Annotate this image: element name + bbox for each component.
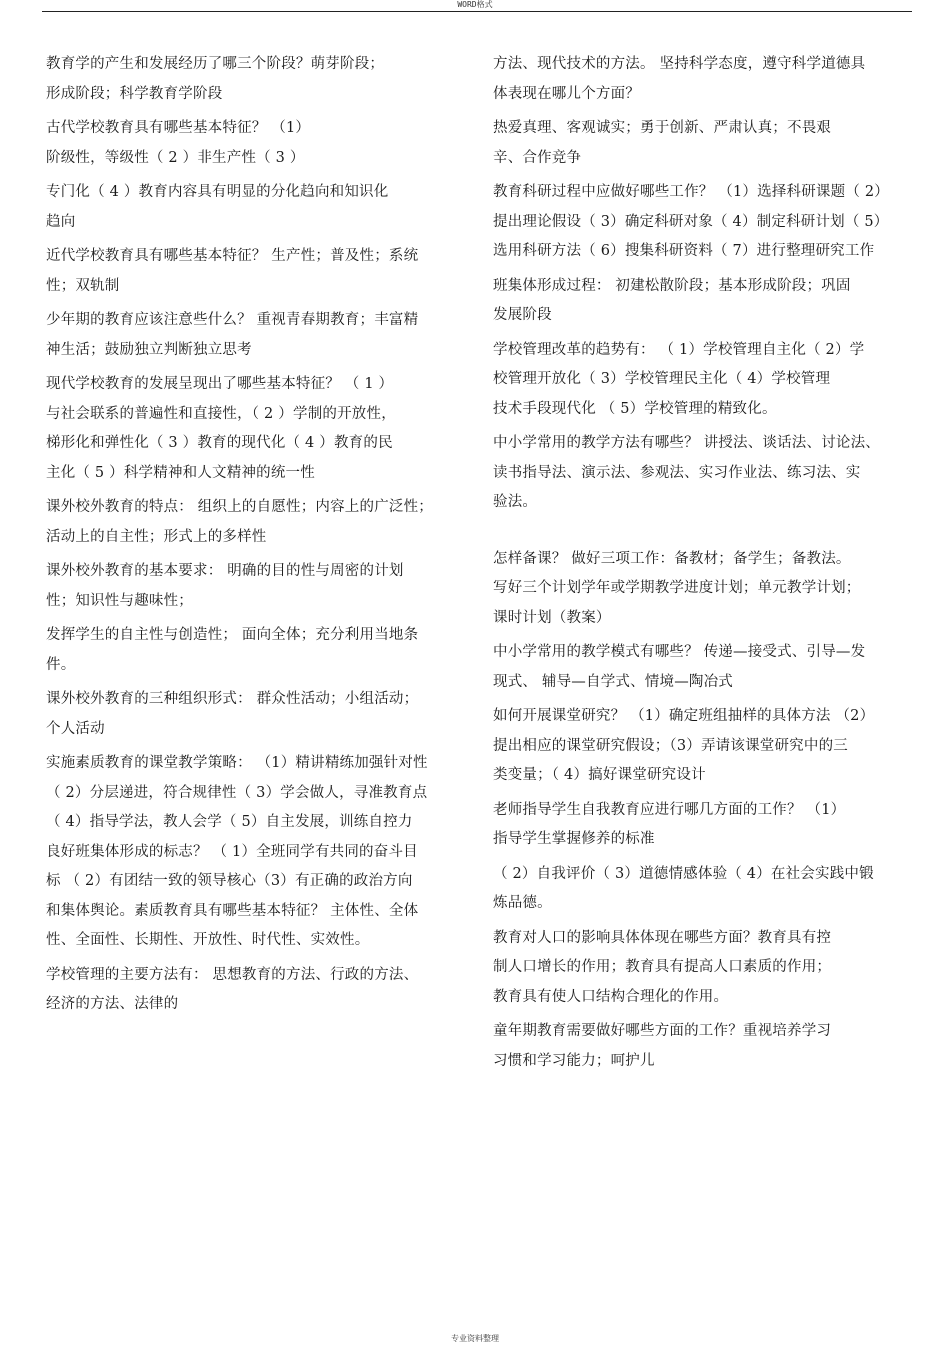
text-line: 阶级性，等级性（ 2 ）非生产性（ 3 ） — [46, 149, 305, 166]
qa-paragraph — [46, 306, 466, 365]
text-line: 形成阶段；科学教育学阶段 — [46, 85, 223, 102]
text-line: 标 （ 2）有团结一致的领导核心（3）有正确的政治方向 — [46, 873, 413, 889]
text-line: 提出相应的课堂研究假设；（3）弄请该课堂研究中的三 — [493, 737, 848, 754]
page-header-label: WORD格式 — [457, 0, 493, 9]
text-line: 性；双轨制 — [46, 277, 120, 294]
text-line: 热爱真理、客观诚实；勇于创新、严肃认真；不畏艰 — [493, 120, 832, 136]
qa-paragraph — [493, 429, 921, 518]
qa-paragraph — [493, 272, 921, 331]
qa-paragraph — [46, 242, 466, 301]
qa-paragraph — [46, 557, 466, 616]
text-line: 如何开展课堂研究？ （1）确定班组抽样的具体方法 （2） — [493, 708, 875, 724]
qa-paragraph — [46, 621, 466, 680]
text-line: 怎样备课？ 做好三项工作：备教材；备学生；备教法。 — [493, 550, 851, 567]
text-line: 方法、现代技术的方法。 坚持科学态度，遵守科学道德具 — [493, 56, 866, 72]
qa-paragraph — [46, 493, 466, 552]
text-line: 提出理论假设（ 3）确定科研对象（ 4）制定科研计划（ 5） — [493, 213, 889, 230]
qa-paragraph — [493, 860, 921, 919]
right-column — [493, 50, 921, 1081]
text-line: 选用科研方法（ 6）搜集科研资料（ 7）进行整理研究工作 — [493, 243, 875, 259]
qa-paragraph — [46, 685, 466, 744]
text-line: 教育对人口的影响具体体现在哪些方面？教育具有控 — [493, 929, 832, 946]
qa-paragraph — [493, 1017, 921, 1076]
text-line: 教育具有使人口结构合理化的作用。 — [493, 988, 729, 1005]
text-line: 经济的方法、法律的 — [46, 996, 179, 1012]
text-line: 教育学的产生和发展经历了哪三个阶段？萌芽阶段； — [46, 56, 385, 72]
text-line: 与社会联系的普遍性和直接性，（ 2 ）学制的开放性， — [46, 405, 396, 422]
qa-paragraph — [46, 370, 466, 488]
text-line: 校管理开放化（ 3）学校管理民主化（ 4）学校管理 — [493, 371, 831, 387]
qa-paragraph — [493, 638, 921, 697]
text-line: 中小学常用的教学方法有哪些？ 讲授法、谈话法、讨论法、 — [493, 435, 881, 451]
text-line: 童年期教育需要做好哪些方面的工作？重视培养学习 — [493, 1023, 832, 1039]
text-line: 体表现在哪儿个方面？ — [493, 85, 640, 102]
qa-paragraph — [46, 114, 466, 173]
text-line: 少年期的教育应该注意些什么？ 重视青春期教育；丰富精 — [46, 312, 419, 328]
text-line: 学校管理改革的趋势有： （ 1）学校管理自主化（ 2）学 — [493, 341, 865, 358]
text-line: 制人口增长的作用；教育具有提高人口素质的作用； — [493, 959, 832, 975]
text-line: 指导学生掌握修养的标准 — [493, 831, 655, 847]
text-line: 课外校外教育的基本要求： 明确的目的性与周密的计划 — [46, 563, 404, 579]
qa-paragraph — [493, 702, 921, 791]
text-line: 学校管理的主要方法有： 思想教育的方法、行政的方法、 — [46, 966, 419, 983]
text-line: 个人活动 — [46, 720, 105, 737]
text-line: 写好三个计划学年或学期教学进度计划；单元教学计划； — [493, 580, 861, 596]
text-line: （ 2）分层递进，符合规律性（ 3）学会做人，寻准教育点 — [46, 784, 428, 801]
text-line: 班集体形成过程： 初建松散阶段；基本形成阶段；巩固 — [493, 277, 851, 294]
qa-paragraph — [493, 114, 921, 173]
text-line: 实施素质教育的课堂教学策略： （1）精讲精练加强针对性 — [46, 755, 428, 771]
qa-paragraph — [493, 336, 921, 425]
qa-paragraph — [46, 961, 466, 1020]
text-line: 趋向 — [46, 213, 76, 230]
text-line: 活动上的自主性；形式上的多样性 — [46, 528, 267, 545]
text-line: 件。 — [46, 656, 76, 673]
page-footer-label: 专业资料整理 — [451, 1334, 499, 1343]
qa-paragraph — [493, 50, 921, 109]
text-line: 老师指导学生自我教育应进行哪几方面的工作？ （1） — [493, 801, 846, 818]
text-line: 性、全面性、长期性、开放性、时代性、实效性。 — [46, 932, 370, 948]
text-line: 神生活；鼓励独立判断独立思考 — [46, 341, 252, 358]
qa-paragraph — [493, 545, 921, 634]
text-line: 课外校外教育的特点： 组织上的自愿性；内容上的广泛性； — [46, 499, 434, 515]
qa-paragraph — [46, 50, 466, 109]
qa-paragraph — [493, 178, 921, 267]
text-line: 读书指导法、演示法、参观法、实习作业法、练习法、实 — [493, 464, 861, 481]
qa-paragraph — [46, 749, 466, 956]
text-line: 性；知识性与趣味性； — [46, 592, 193, 609]
left-column — [46, 50, 466, 1025]
text-line: （ 2）自我评价（ 3）道德情感体验（ 4）在社会实践中锻 — [493, 865, 874, 882]
text-line: 发挥学生的自主性与创造性； 面向全体；充分利用当地条 — [46, 627, 419, 643]
text-line: 和集体舆论。素质教育具有哪些基本特征？ 主体性、全体 — [46, 902, 419, 919]
text-line: 技术手段现代化 （ 5）学校管理的精致化。 — [493, 400, 777, 417]
text-line: 古代学校教育具有哪些基本特征？ （1） — [46, 120, 311, 136]
text-line: 课时计划（教案） — [493, 609, 611, 626]
text-line: 辛、合作竞争 — [493, 149, 582, 166]
qa-paragraph — [46, 178, 466, 237]
text-line: 类变量；（ 4）搞好课堂研究设计 — [493, 767, 706, 783]
text-line: 良好班集体形成的标志？ （ 1）全班同学有共同的奋斗目 — [46, 843, 418, 860]
text-line: 现代学校教育的发展呈现出了哪些基本特征？ （ 1 ） — [46, 376, 394, 392]
qa-paragraph — [493, 924, 921, 1013]
text-line: 发展阶段 — [493, 307, 552, 323]
text-line: 中小学常用的教学模式有哪些？ 传递—接受式、引导—发 — [493, 644, 866, 660]
text-line: 梯形化和弹性化（ 3 ）教育的现代化（ 4 ）教育的民 — [46, 435, 393, 451]
text-line: 现式、 辅导—自学式、情境—陶冶式 — [493, 673, 734, 690]
text-line: 验法。 — [493, 494, 538, 510]
text-line: 专门化（ 4 ）教育内容具有明显的分化趋向和知识化 — [46, 184, 389, 200]
header-rule — [42, 11, 912, 12]
text-line: 近代学校教育具有哪些基本特征？ 生产性；普及性；系统 — [46, 248, 419, 264]
text-line: 课外校外教育的三种组织形式： 群众性活动；小组活动； — [46, 691, 419, 707]
text-line: 主化（ 5 ）科学精神和人文精神的统一性 — [46, 464, 315, 481]
text-line: （ 4）指导学法，教人会学（ 5）自主发展，训练自控力 — [46, 814, 413, 830]
paragraph-gap — [493, 523, 921, 545]
text-line: 炼品德。 — [493, 895, 552, 911]
qa-paragraph — [493, 796, 921, 855]
text-line: 教育科研过程中应做好哪些工作？ （1）选择科研课题（ 2） — [493, 184, 889, 200]
text-line: 习惯和学习能力；呵护儿 — [493, 1052, 655, 1069]
